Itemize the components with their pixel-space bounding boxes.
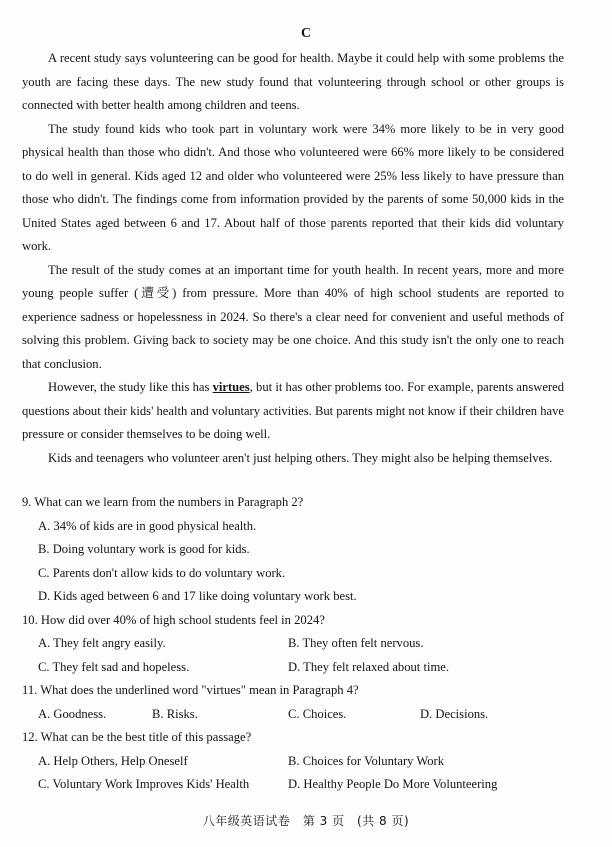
question-12-options-row-2 [38, 773, 582, 797]
paragraph-5: Kids and teenagers who volunteer aren't just helping others. They might also be helping themselves. [48, 450, 553, 465]
question-11-options [38, 703, 582, 727]
question-11-stem: 11. What does the underlined word "virtues" mean in Paragraph 4? [22, 683, 359, 697]
paragraph-1: A recent study says volunteering can be good for health. Maybe it could help with some problems the youth are facing these days. The new study found that volunteering through school or other groups is connected with better health among children and teens. [22, 51, 564, 112]
question-12-option-d: D. Healthy People Do More Volunteering [288, 777, 498, 791]
question-11-option-d: D. Decisions. [420, 706, 489, 721]
section-heading: C [300, 26, 312, 41]
question-12-option-b: B. Choices for Voluntary Work [288, 753, 445, 768]
paragraph-2: The study found kids who took part in voluntary work were 34% more likely to be in very good physical health than those who didn't. And those who volunteered were 66% more likely to be considered to do well in general. Kids aged 12 and older who volunteered were 25% less likely to have pressure than those who didn't. The findings come from information provided by the parents of some 50,000 kids in the United States aged between 6 and 17. About half of those parents reported that their kids did voluntary work. [22, 121, 564, 253]
question-9-stem: 9. What can we learn from the numbers in Paragraph 2? [22, 495, 304, 509]
paragraph-4-before: However, the study like this has [48, 380, 213, 394]
question-12-option-c: C. Voluntary Work Improves Kids' Health [38, 777, 250, 791]
question-10-options-row-1 [38, 632, 582, 656]
paragraph-4-after: , but it has other problems too. For example, parents answered questions about their kids' health and voluntary activities. But parents might not know if their children have pressure or consider themselves to be doing well. [22, 380, 564, 441]
question-10-option-b: B. They often felt nervous. [288, 636, 424, 650]
question-10-option-d: D. They felt relaxed about time. [288, 659, 449, 674]
question-11-option-c: C. Choices. [288, 706, 347, 721]
question-12-stem: 12. What can be the best title of this passage? [22, 730, 252, 744]
question-list [22, 491, 582, 797]
question-9-option-c: C. Parents don't allow kids to do voluntary work. [38, 565, 286, 580]
question-9-option-b: B. Doing voluntary work is good for kids. [38, 542, 250, 556]
question-10-options-row-2 [38, 656, 582, 680]
question-11-option-b: B. Risks. [152, 706, 198, 721]
question-9-option-d: D. Kids aged between 6 and 17 like doing voluntary work best. [38, 589, 357, 603]
paragraph-3: The result of the study comes at an important time for youth health. In recent years, more and more young people suffer (遭受) from pressure. More than 40% of high school students are reported to experience sadness or hopelessness in 2024. So there's a clear need for convenient and useful methods of solving this problem. Giving back to society may be one choice. And this study isn't the only one to reach that conclusion. [22, 262, 564, 371]
underlined-word-virtues: virtues [212, 380, 250, 394]
question-12-options-row-1 [38, 750, 582, 774]
paragraph-4 [22, 376, 564, 447]
question-11-option-a: A. Goodness. [38, 706, 107, 721]
reading-passage [22, 47, 564, 470]
question-10-stem: 10. How did over 40% of high school students feel in 2024? [22, 612, 325, 627]
question-10-option-a: A. They felt angry easily. [38, 636, 166, 650]
page-footer: 八年级英语试卷 第 3 页 (共 8 页) [202, 814, 410, 828]
question-10-option-c: C. They felt sad and hopeless. [38, 659, 190, 674]
question-9-option-a: A. 34% of kids are in good physical health. [38, 518, 257, 533]
question-12-option-a: A. Help Others, Help Oneself [38, 753, 188, 768]
